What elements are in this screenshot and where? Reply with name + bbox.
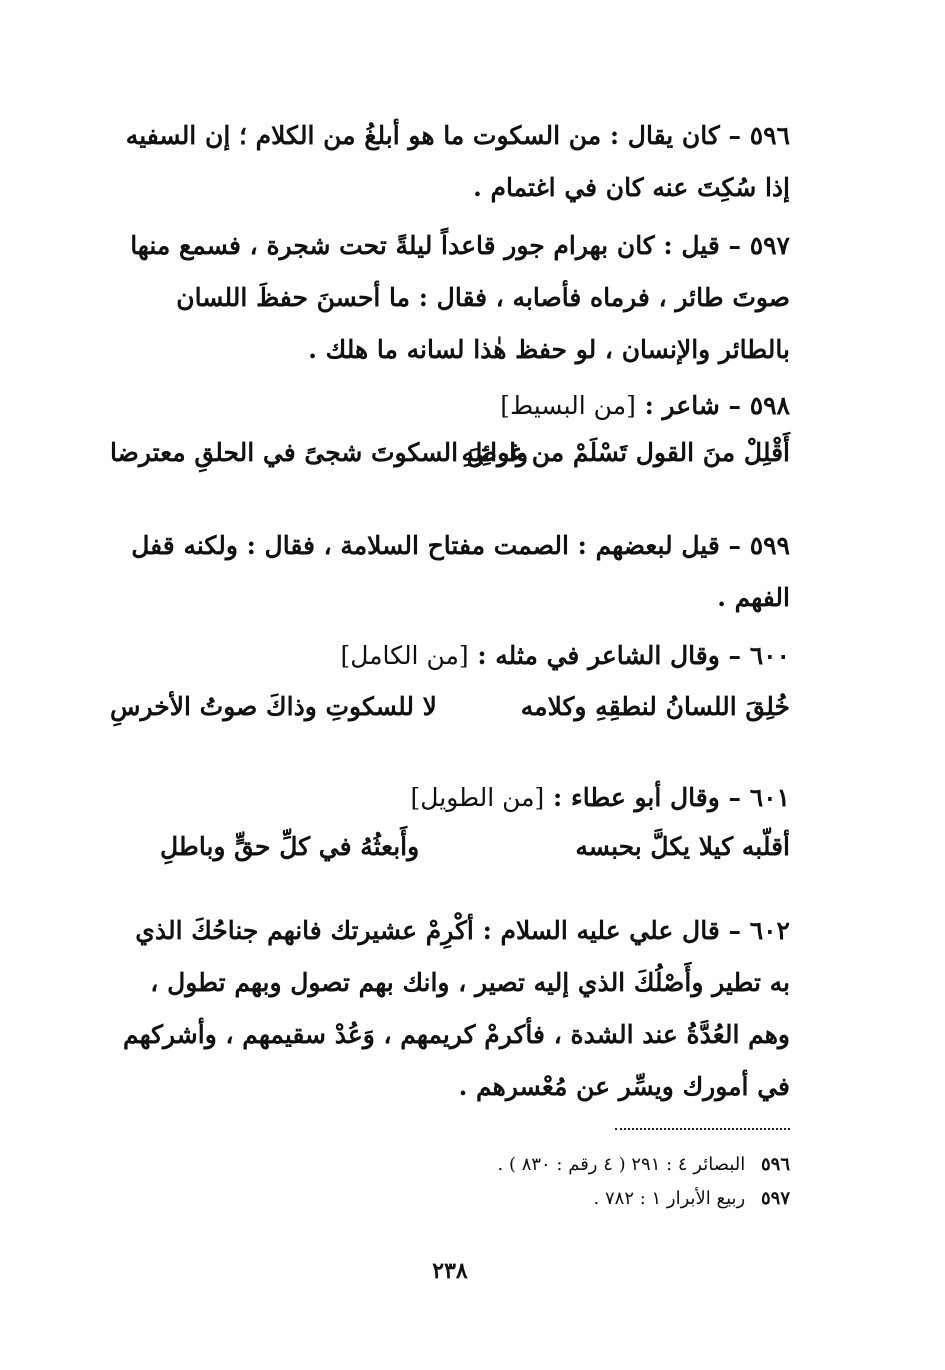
paragraph-599 [110,520,790,624]
paragraph-596 [110,110,790,214]
page-body [110,110,790,1330]
entry-number: ٥٩٨ [749,391,790,420]
footnote-text: ربيع الأبرار ١ : ٧٨٢ . [593,1188,746,1209]
entry-text: – شاعر : [635,391,741,420]
verse-second-hemistich: لا للسكوتِ وذاكَ صوتُ الأخرسِ [110,692,437,721]
verse-600 [110,692,790,732]
entry-number: ٥٩٦ [749,121,790,150]
footnote-number: ٥٩٦ [760,1154,790,1175]
entry-text: – وقال الشاعر في مثله : [468,641,741,670]
footnote-text: البصائر ٤ : ٢٩١ ( ٤ رقم : ٨٣٠ ) . [497,1154,746,1175]
verse-598 [110,438,790,478]
entry-number: ٦٠٠ [749,641,790,670]
entry-number: ٦٠٢ [749,916,790,945]
meter-label: [من البسيط] [500,391,636,420]
paragraph-602 [110,905,790,1113]
entry-text: – قال علي عليه السلام : أكْرِمْ عشيرتك فانهم جناحُكَ الذي به تطير وأَصْلُكَ الذي إليه تصير ، وانك بهم تصول وبهم تطول ، وهم العُدَّةُ عند الشدة ، فأكرمْ كريمهم ، وَعُدْ سقيمهم ، وأشركهم في أمورك ويسِّر عن مُعْسرهم . [122,916,790,1101]
paragraph-600 [110,630,790,682]
entry-text: – قيل : كان بهرام جور قاعداً ليلةً تحت شجرة ، فسمع منها صوتَ طائر ، فرماه فأصابه ، فقال : ما أحسنَ حفظَ اللسان بالطائر والإنسان ، لو حفظ هٰذا لسانه ما هلك . [130,231,790,364]
paragraph-597 [110,220,790,376]
paragraph-598 [110,380,790,432]
meter-label: [من الكامل] [340,641,469,670]
entry-text: – قيل لبعضهم : الصمت مفتاح السلامة ، فقال : ولكنه قفل الفهم . [131,531,790,612]
footnote-separator [615,1128,790,1130]
paragraph-601 [110,772,790,824]
verse-second-hemistich: وارضَ السكوتَ شجىً في الحلقِ معترضا [110,438,529,467]
footnote-number: ٥٩٧ [760,1188,790,1209]
page-number: ٢٣٨ [432,1258,468,1284]
verse-601 [160,832,790,872]
verse-second-hemistich: وأَبعثُهُ في كلِّ حقٍّ وباطلِ [160,832,420,861]
verse-first-hemistich: أقلّبه كيلا يكلَّ بحبسه [575,832,790,861]
footnote-596 [498,1152,791,1178]
entry-text: – كان يقال : من السكوت ما هو أبلغُ من الكلام ؛ إن السفيه إذا سُكِتَ عنه كان في اغتمام . [125,121,790,202]
entry-number: ٥٩٧ [749,231,790,260]
entry-number: ٥٩٩ [749,531,790,560]
meter-label: [من الطويل] [410,783,545,812]
verse-first-hemistich: خُلِقَ اللسانُ لنطقِهِ وكلامه [520,692,790,721]
entry-text: – وقال أبو عطاء : [544,783,741,812]
entry-number: ٦٠١ [749,783,790,812]
verse-first-hemistich: أَقْلِلْ منَ القول تَسْلَمْ من غوائِلِهِ [461,438,790,467]
footnote-597 [594,1186,790,1212]
